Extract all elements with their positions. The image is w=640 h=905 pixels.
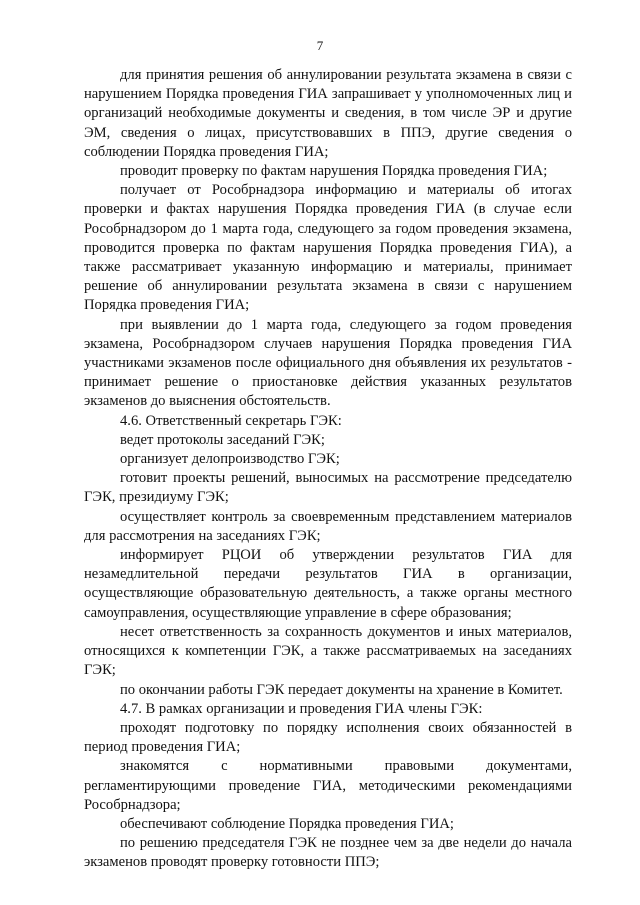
- paragraph: информирует РЦОИ об утверждении результатов ГИА для незамедлительной передачи результатов ГИА в организации, осуществляющие образовательную деятельность, а также органы местного самоуправления, осуществляющие управление в сфере образования;: [84, 547, 572, 621]
- section-heading-4-6: 4.6. Ответственный секретарь ГЭК:: [120, 412, 342, 429]
- paragraph: готовит проекты решений, выносимых на рассмотрение председателю ГЭК, президиуму ГЭК;: [84, 470, 572, 506]
- paragraph: по окончании работы ГЭК передает документы на хранение в Комитет.: [120, 681, 563, 698]
- paragraph: несет ответственность за сохранность документов и иных материалов, относящихся к компетенции ГЭК, а также рассматриваемых на заседаниях ГЭК;: [84, 623, 572, 679]
- paragraph: при выявлении до 1 марта года, следующего за годом проведения экзамена, Рособрнадзором случаев нарушения Порядка проведения ГИА участниками экзаменов после официального дня объявления их результатов - принимает решение о приостановке действия указанных результатов экзаменов до выяснения обстоятельств.: [84, 316, 572, 410]
- paragraph: ведет протоколы заседаний ГЭК;: [120, 431, 325, 448]
- paragraph: проходят подготовку по порядку исполнения своих обязанностей в период проведения ГИА;: [84, 719, 572, 756]
- paragraph: по решению председателя ГЭК не позднее чем за две недели до начала экзаменов проводят проверку готовности ППЭ;: [84, 835, 572, 871]
- paragraph: проводит проверку по фактам нарушения Порядка проведения ГИА;: [120, 163, 548, 180]
- paragraph: обеспечивают соблюдение Порядка проведения ГИА;: [120, 815, 454, 832]
- paragraph: знакомятся с нормативными правовыми документами, регламентирующими проведение ГИА, методическими рекомендациями Рособрнадзора;: [84, 758, 572, 813]
- paragraph: осуществляет контроль за своевременным представлением материалов для рассмотрения на заседаниях ГЭК;: [84, 508, 572, 544]
- paragraph: для принятия решения об аннулировании результата экзамена в связи с нарушением Порядка проведения ГИА запрашивает у уполномоченных лиц и организаций необходимые документы и сведения, в том числе ЭР и другие ЭМ, сведения о лицах, присутствовавших в ППЭ, другие сведения о соблюдении Порядка проведения ГИА;: [84, 67, 572, 160]
- section-heading-4-7: 4.7. В рамках организации и проведения ГИА члены ГЭК:: [120, 700, 483, 717]
- paragraph: организует делопроизводство ГЭК;: [120, 451, 340, 468]
- document-body: [84, 66, 572, 873]
- paragraph: получает от Рособрнадзора информацию и материалы об итогах проверки и фактах нарушения Порядка проведения ГИА (в случае если Рособрнадзором до 1 марта года, следующего за годом проведения экзамена, проводится проверка по фактам нарушения Порядка проведения ГИА), а также рассматривает указанную информацию и материалы, принимает решение об аннулировании результата экзамена в связи с нарушением Порядка проведения ГИА;: [84, 182, 572, 314]
- page-number: 7: [316, 38, 324, 53]
